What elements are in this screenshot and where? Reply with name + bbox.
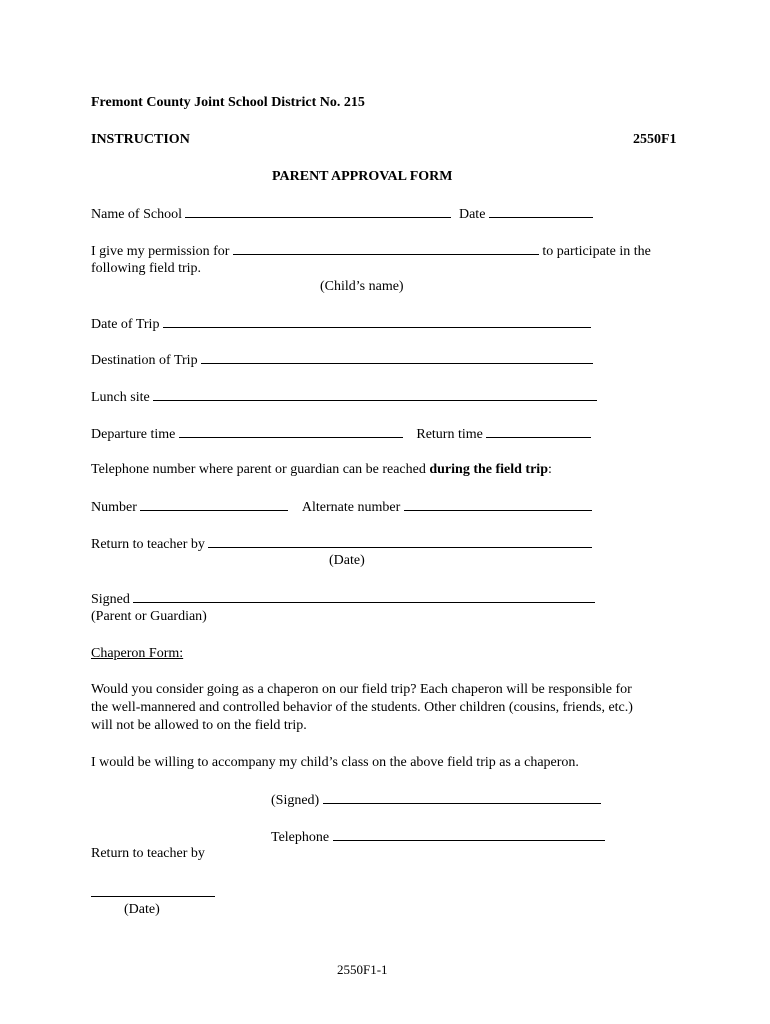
chaperon-telephone-row xyxy=(271,828,605,844)
signed-label: Signed xyxy=(91,592,130,607)
chaperon-signed-row xyxy=(271,791,601,807)
lunch-site-label: Lunch site xyxy=(91,390,150,405)
permission-line2: following field trip. xyxy=(91,261,202,276)
telephone-instruction-bold: during the field trip xyxy=(429,462,548,477)
date-blank[interactable] xyxy=(489,205,593,218)
departure-time-blank[interactable] xyxy=(179,425,403,438)
form-title: PARENT APPROVAL FORM xyxy=(272,169,453,184)
date-of-trip-label: Date of Trip xyxy=(91,317,160,332)
date-of-trip-row xyxy=(91,315,591,331)
destination-label: Destination of Trip xyxy=(91,353,198,368)
chaperon-willing: I would be willing to accompany my child’s class on the above field trip as a chaperon. xyxy=(91,755,579,770)
page-number: 2550F1-1 xyxy=(337,962,388,977)
lunch-site-blank[interactable] xyxy=(153,388,597,401)
return-time-blank[interactable] xyxy=(486,425,591,438)
chaperon-para-line2: the well-mannered and controlled behavior of the students. Other children (cousins, friends, etc.) xyxy=(91,700,633,715)
chaperon-telephone-label: Telephone xyxy=(271,830,330,845)
departure-time-label: Departure time xyxy=(91,427,176,442)
telephone-instruction-suffix: : xyxy=(547,462,552,477)
lunch-site-row xyxy=(91,388,597,404)
name-of-school-row xyxy=(91,205,593,221)
child-name-blank[interactable] xyxy=(233,242,539,255)
return-date-caption: (Date) xyxy=(329,553,365,568)
childs-name-caption: (Child’s name) xyxy=(320,279,404,294)
permission-suffix: to participate in the xyxy=(542,244,651,259)
chaperon-heading: Chaperon Form: xyxy=(91,646,184,661)
telephone-instruction-prefix: Telephone number where parent or guardian can be reached xyxy=(91,462,430,477)
destination-blank[interactable] xyxy=(201,351,593,364)
destination-row xyxy=(91,351,593,367)
date-label: Date xyxy=(458,207,486,222)
chaperon-signed-label: (Signed) xyxy=(271,793,320,808)
return-to-teacher-row xyxy=(91,535,592,551)
district-name: Fremont County Joint School District No. 215 xyxy=(91,95,365,110)
chaperon-signature-blank[interactable] xyxy=(323,791,601,804)
chaperon-para-line1: Would you consider going as a chaperon on our field trip? Each chaperon will be responsible for xyxy=(91,682,632,697)
chaperon-return-date-blank[interactable] xyxy=(91,896,215,897)
alternate-number-label: Alternate number xyxy=(301,500,401,515)
policy-code: 2550F1 xyxy=(633,132,677,147)
parent-or-guardian-caption: (Parent or Guardian) xyxy=(91,609,207,624)
number-label: Number xyxy=(91,500,137,515)
date-of-trip-blank[interactable] xyxy=(163,315,591,328)
chaperon-telephone-blank[interactable] xyxy=(333,828,605,841)
time-row xyxy=(91,425,591,441)
number-row xyxy=(91,498,592,514)
permission-prefix: I give my permission for xyxy=(91,244,230,259)
section-label: INSTRUCTION xyxy=(91,132,190,147)
name-of-school-label: Name of School xyxy=(91,207,182,222)
alternate-number-blank[interactable] xyxy=(404,498,592,511)
chaperon-return-date-caption: (Date) xyxy=(124,902,160,917)
return-time-label: Return time xyxy=(416,427,483,442)
number-blank[interactable] xyxy=(140,498,288,511)
return-to-teacher-blank[interactable] xyxy=(208,535,592,548)
chaperon-return-label: Return to teacher by xyxy=(91,846,205,861)
return-to-teacher-label: Return to teacher by xyxy=(91,537,205,552)
signature-blank[interactable] xyxy=(133,590,595,603)
permission-row xyxy=(91,242,651,258)
signed-row xyxy=(91,590,595,606)
chaperon-para-line3: will not be allowed to on the field trip. xyxy=(91,718,307,733)
telephone-instruction xyxy=(91,462,552,478)
name-of-school-blank[interactable] xyxy=(185,205,451,218)
